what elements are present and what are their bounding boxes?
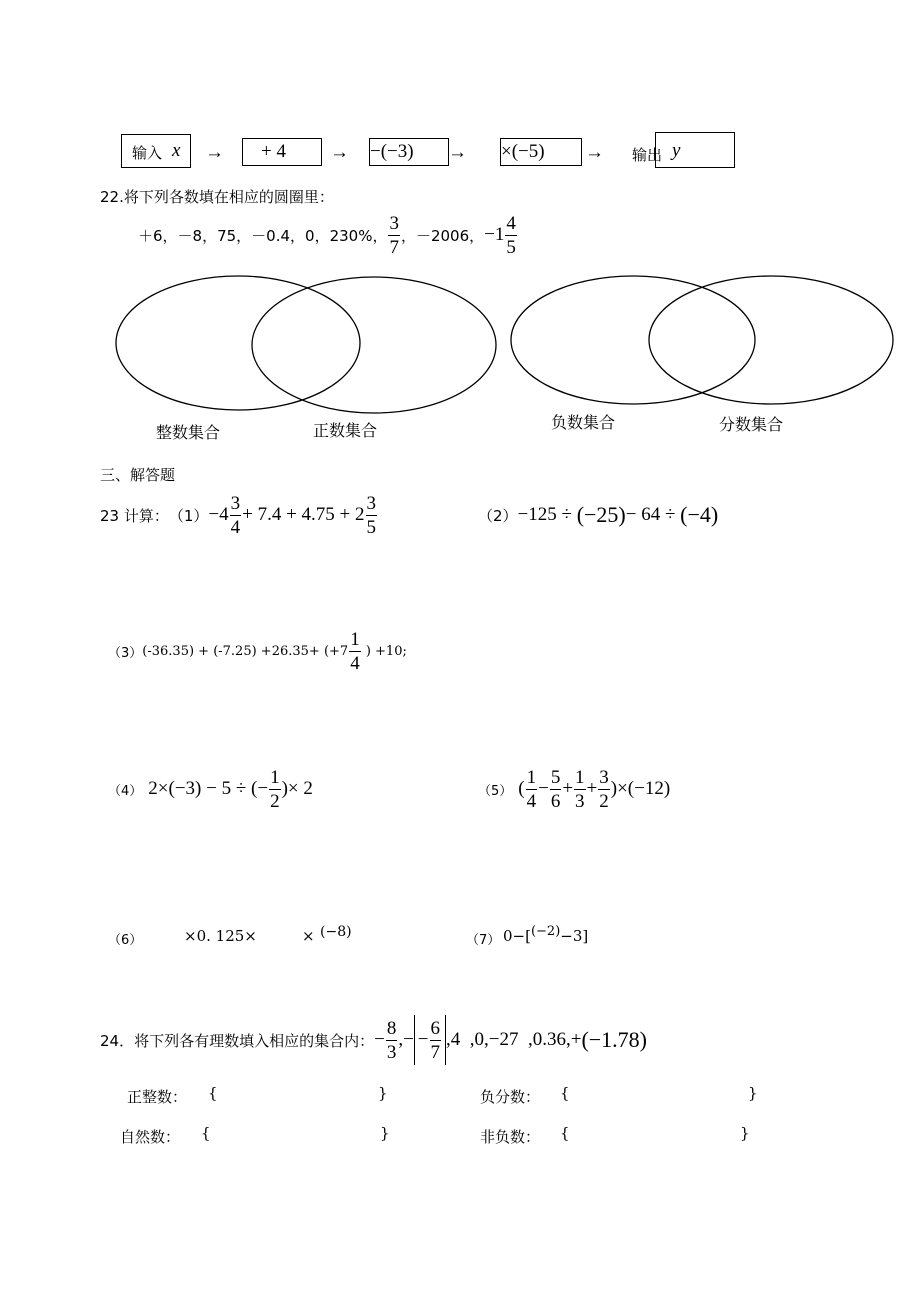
- q23-p4-num: 1: [270, 766, 280, 788]
- q23-p5-f1d: 4: [526, 790, 537, 812]
- flow-output-label: 输出: [632, 146, 663, 164]
- q23-p4-b: )× 2: [281, 778, 313, 799]
- q22-mixed-num: 4: [506, 212, 516, 234]
- ellipse-positives: [252, 277, 496, 413]
- q23-p1-frac-a: [230, 494, 242, 537]
- q23-p2-label: （2）: [478, 506, 518, 525]
- q23-p4-den: 2: [270, 790, 280, 812]
- flow-input-label: 输入: [132, 144, 163, 162]
- flow-arrow-1: →: [205, 142, 224, 163]
- q23-p5-f1: [526, 768, 538, 811]
- q24-rest: ,4 ,0,−27 ,0.36,+: [446, 1029, 582, 1050]
- q23-p5-label: （5）: [478, 783, 513, 799]
- q23-p5-open: (: [518, 778, 525, 799]
- q23-p3-expr: (-36.35) + (-7.25) +26.35+ (+7: [142, 643, 349, 659]
- q23-p5-close: )×(−12): [610, 778, 671, 799]
- q24-question: [100, 1012, 647, 1068]
- q23-prefix: 23 计算：: [100, 506, 169, 525]
- q24-last: (−1.78): [581, 1027, 647, 1052]
- q24-inner-neg: −: [417, 1029, 429, 1050]
- set-negative-fractions-close: }: [748, 1084, 758, 1102]
- q23-p3-tail: ) +10;: [361, 643, 407, 659]
- flow-output-var: y: [672, 140, 681, 161]
- flow-step1: + 4: [261, 141, 286, 162]
- q24-frac1: [386, 1019, 398, 1062]
- q23-p2-paren2: (−4): [680, 502, 719, 527]
- q23-p1-a: −4: [208, 504, 229, 525]
- flow-step3: ×(−5): [501, 141, 545, 162]
- q23-p1-label: （1）: [168, 506, 209, 525]
- q23-p1-frac-c-den: 5: [366, 516, 377, 538]
- q24-f1d: 3: [386, 1041, 397, 1063]
- q24-f2n: 6: [430, 1017, 440, 1039]
- q23-p7-c: −3]: [560, 927, 589, 945]
- q23-p1-b: + 7.4 + 4.75 + 2: [242, 504, 365, 525]
- q23-p5-f3n: 1: [575, 766, 585, 788]
- q23-part1: [100, 490, 378, 540]
- q23-part3: [108, 626, 407, 676]
- set-positive-integers-label: 正整数：: [127, 1088, 188, 1106]
- q23-p6-a: ×0. 125×: [184, 927, 257, 945]
- set-natural-numbers-open: {: [201, 1124, 211, 1142]
- q24-neg: −: [374, 1029, 385, 1050]
- ellipse-negatives: [511, 276, 755, 404]
- q22-middle-text: ，－2006，: [400, 226, 485, 245]
- q23-p6-label: （6）: [108, 933, 143, 948]
- section3-title: 三、解答题: [100, 466, 176, 484]
- flow-input-var: x: [172, 140, 181, 161]
- q23-p5-f3d: 3: [575, 790, 585, 812]
- q23-p5-f1n: 1: [526, 766, 537, 788]
- q24-comma-neg: ,−: [398, 1029, 414, 1050]
- q23-p7: [503, 924, 589, 945]
- q22-mixed-sign: −1: [484, 224, 505, 245]
- q23-p5-f4n: 3: [599, 766, 609, 788]
- q23-p2-paren1: (−25): [576, 502, 626, 527]
- q24-f2d: 7: [430, 1041, 440, 1063]
- q23-p4-a: 2×(−3) − 5 ÷ (−: [148, 778, 269, 799]
- set-negative-fractions-label: 负分数：: [480, 1088, 541, 1106]
- q23-p4-label: （4）: [108, 783, 143, 799]
- q23-p1-frac-c: [366, 494, 378, 537]
- q23-p5-op1: −: [538, 778, 549, 799]
- flow-arrow-3: →: [448, 142, 467, 163]
- q23-p7-b: (−2): [530, 924, 561, 939]
- set-natural-numbers-label: 自然数：: [120, 1128, 181, 1146]
- set-natural-numbers-close: }: [380, 1124, 390, 1142]
- q23-p1-frac-a-den: 4: [230, 516, 241, 538]
- q23-part4: [108, 764, 313, 814]
- q22-frac-num: 3: [389, 212, 399, 234]
- label-negatives: 负数集合: [551, 413, 616, 432]
- q23-p2-expr: −125 ÷: [517, 504, 577, 525]
- q23-p5-f2d: 6: [550, 790, 561, 812]
- set-non-negative-label: 非负数：: [480, 1128, 541, 1146]
- set-non-negative-open: {: [560, 1124, 570, 1142]
- flow-arrow-2: →: [330, 142, 349, 163]
- q22-mixed-den: 5: [506, 236, 516, 258]
- q23-p1-frac-a-num: 3: [230, 492, 241, 514]
- q24-f1n: 8: [386, 1017, 397, 1039]
- q23-p5-f4d: 2: [599, 790, 609, 812]
- q23-p6-c: (−8): [320, 924, 352, 940]
- q23-part5: [478, 764, 670, 814]
- q23-p1-frac-c-num: 3: [366, 492, 377, 514]
- q23-p3-label: （3）: [108, 645, 143, 661]
- q24-abs-value: [414, 1015, 446, 1065]
- label-integers: 整数集合: [156, 423, 221, 442]
- q22-frac-den: 7: [389, 236, 399, 258]
- flow-step2: −(−3): [370, 141, 414, 162]
- set-negative-fractions-open: {: [560, 1084, 570, 1102]
- q23-part2: [478, 495, 718, 535]
- q23-p6-b: ×: [302, 927, 315, 945]
- q23-p4-frac: [269, 768, 281, 811]
- ellipse-integers: [116, 276, 360, 410]
- q23-p5-op3: +: [586, 778, 598, 799]
- ellipse-fractions: [649, 276, 893, 404]
- q23-p3-frac: [349, 630, 361, 673]
- q23-p5-f2: [550, 768, 562, 811]
- set-non-negative-close: }: [740, 1124, 750, 1142]
- venn-diagrams: [0, 0, 920, 460]
- q23-p5-f2n: 5: [550, 766, 561, 788]
- q23-p3-num: 1: [350, 628, 360, 650]
- q23-p5-f4: [598, 768, 610, 811]
- flow-arrow-4: →: [585, 142, 604, 163]
- q23-p5-f3: [574, 768, 586, 811]
- label-positives: 正数集合: [313, 421, 378, 440]
- q23-p7-expr: 0−[: [503, 927, 531, 945]
- q23-p3-den: 4: [350, 652, 360, 674]
- q23-p5-op2: +: [562, 778, 574, 799]
- q22-title: 22.将下列各数填在相应的圆圈里：: [100, 188, 334, 206]
- q24-frac2: [430, 1019, 442, 1062]
- q23-p2-mid: − 64 ÷: [625, 504, 681, 525]
- label-fractions: 分数集合: [719, 415, 784, 434]
- set-positive-integers-close: }: [378, 1084, 388, 1102]
- set-positive-integers-open: {: [208, 1084, 218, 1102]
- q22-numbers-text: ＋6，－8，75，－0.4，0，230%，: [138, 226, 388, 245]
- q23-p7-label: （7）: [466, 933, 501, 948]
- q24-title: 24．将下列各有理数填入相应的集合内：: [100, 1031, 375, 1050]
